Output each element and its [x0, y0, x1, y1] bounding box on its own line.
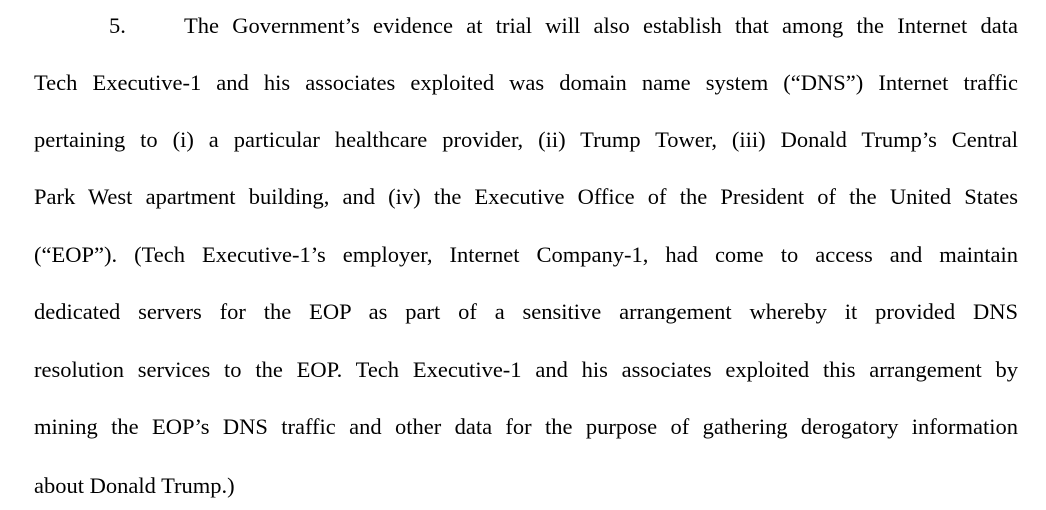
paragraph-line-6: dedicated servers for the EOP as part of a sensitive arrangement whereby it provided DNS: [34, 299, 1018, 324]
paragraph-line-9: about Donald Trump.): [34, 473, 235, 498]
paragraph-number: 5.: [109, 13, 126, 38]
paragraph-line-7: resolution services to the EOP. Tech Executive-1 and his associates exploited this arrangement by: [34, 357, 1018, 382]
paragraph-line-5: (“EOP”). (Tech Executive-1’s employer, Internet Company-1, had come to access and maintain: [34, 242, 1018, 267]
paragraph-line-2: Tech Executive-1 and his associates exploited was domain name system (“DNS”) Internet traffic: [34, 70, 1018, 95]
paragraph-line-1: The Government’s evidence at trial will also establish that among the Internet data: [184, 13, 1018, 38]
document-page: [34, 0, 1018, 510]
paragraph-line-3: pertaining to (i) a particular healthcare provider, (ii) Trump Tower, (iii) Donald Trump’s Central: [34, 127, 1018, 152]
paragraph-line-8: mining the EOP’s DNS traffic and other data for the purpose of gathering derogatory information: [34, 414, 1018, 439]
paragraph-line-4: Park West apartment building, and (iv) the Executive Office of the President of the United States: [34, 184, 1018, 209]
